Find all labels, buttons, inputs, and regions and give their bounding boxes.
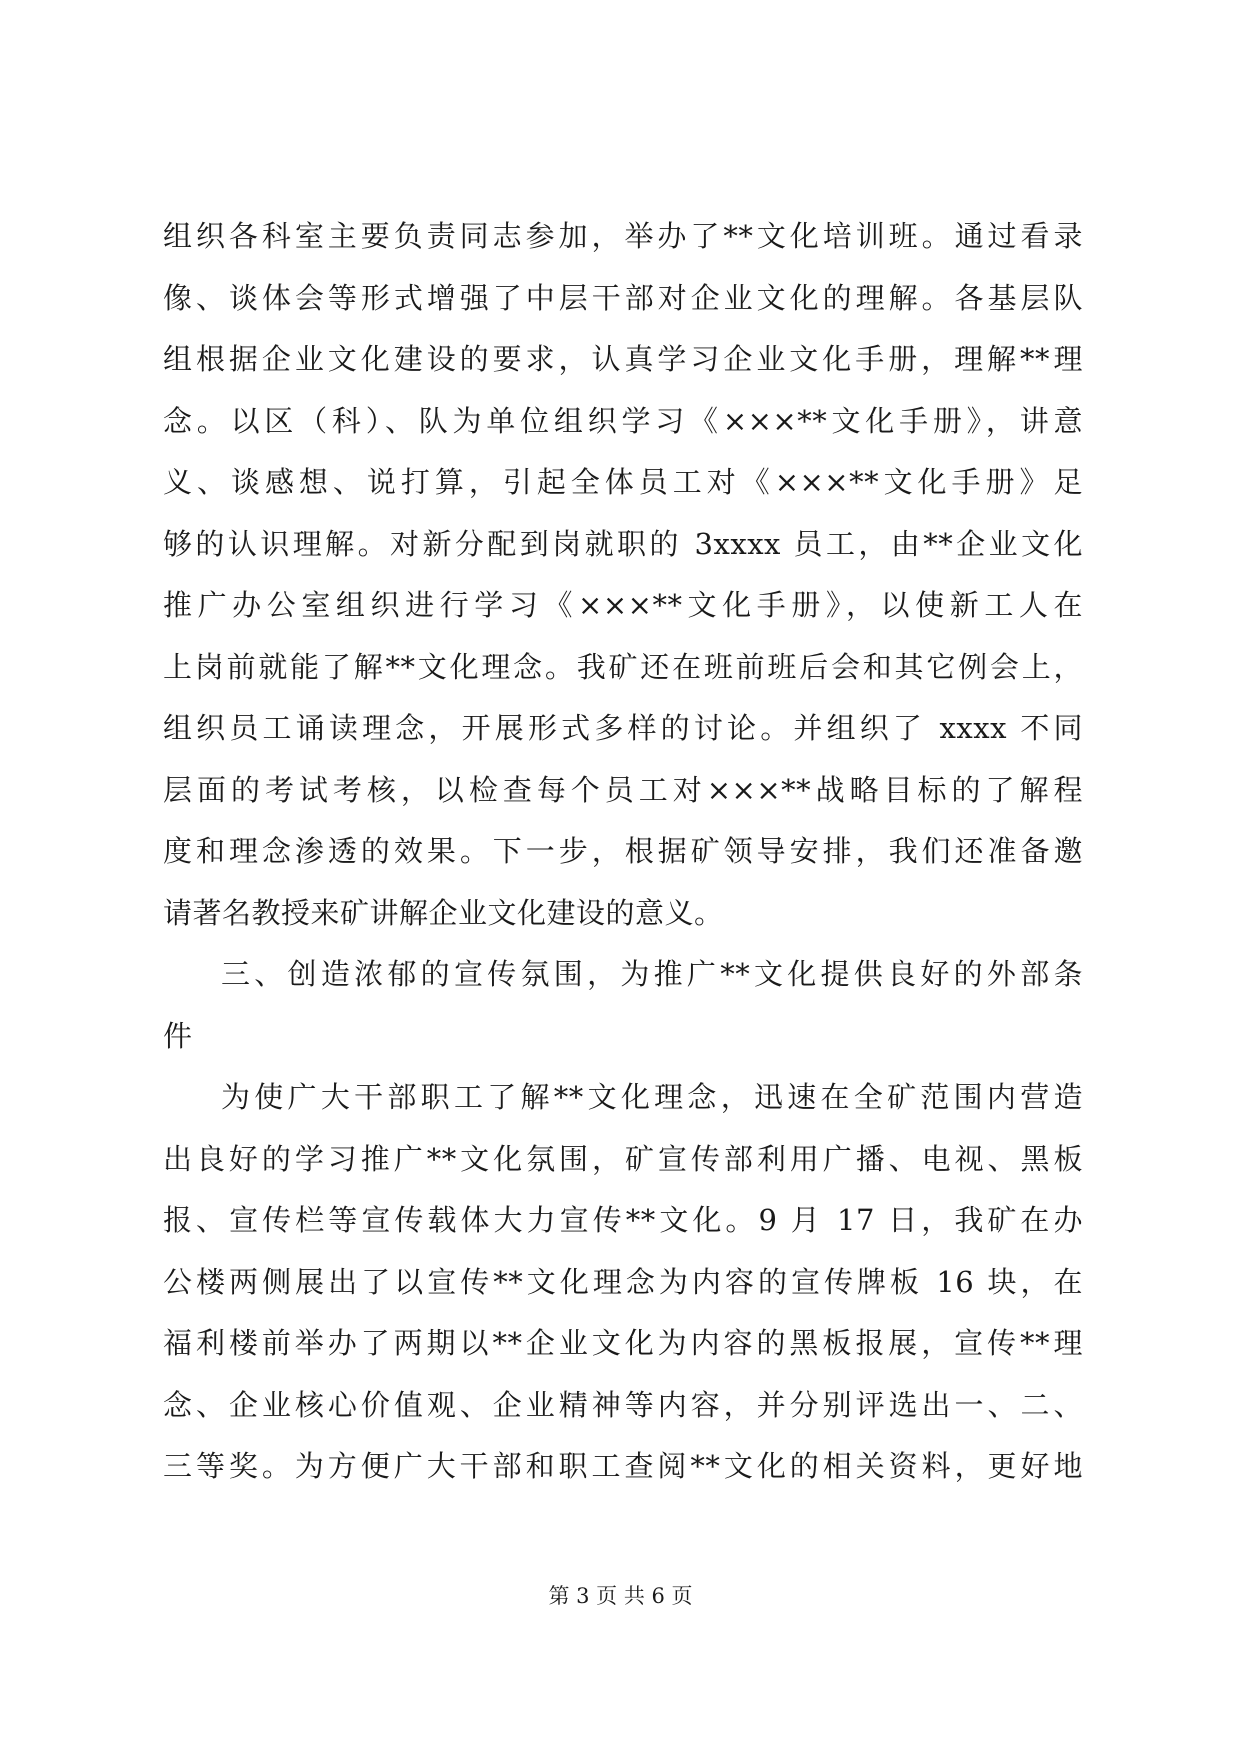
text-line: 度和理念渗透的效果。下一步，根据矿领导安排，我们还准备邀 <box>163 834 1083 868</box>
text-line: 组织员工诵读理念，开展形式多样的讨论。并组织了 xxxx 不同 <box>163 711 1083 745</box>
text-line: 组根据企业文化建设的要求，认真学习企业文化手册，理解**理 <box>163 342 1083 376</box>
paragraph-1 <box>163 206 1083 944</box>
text-line: 像、谈体会等形式增强了中层干部对企业文化的理解。各基层队 <box>163 280 1083 315</box>
text-line: 为使广大干部职工了解**文化理念，迅速在全矿范围内营造 <box>221 1080 1083 1114</box>
text-line: 福利楼前举办了两期以**企业文化为内容的黑板报展，宣传**理 <box>163 1326 1083 1360</box>
text-line: 层面的考试考核，以检查每个员工对×××**战略目标的了解程 <box>163 772 1083 807</box>
text-line: 念。以区（科）、队为单位组织学习《×××**文化手册》，讲意 <box>163 403 1083 438</box>
heading-line: 件 <box>163 1018 193 1053</box>
text-line: 义、谈感想、说打算，引起全体员工对《×××**文化手册》足 <box>163 465 1083 499</box>
paragraph-2 <box>163 1067 1083 1498</box>
text-line: 公楼两侧展出了以宣传**文化理念为内容的宣传牌板 16 块，在 <box>163 1264 1083 1299</box>
text-line: 够的认识理解。对新分配到岗就职的 3xxxx 员工，由**企业文化 <box>163 526 1083 561</box>
page-number-footer: 第 3 页 共 6 页 <box>548 1584 693 1608</box>
heading-line: 三、创造浓郁的宣传氛围，为推广**文化提供良好的外部条 <box>221 957 1083 991</box>
text-line: 出良好的学习推广**文化氛围，矿宣传部利用广播、电视、黑板 <box>163 1141 1083 1176</box>
document-body <box>163 206 1083 1498</box>
section-heading <box>163 944 1083 1067</box>
text-line: 报、宣传栏等宣传载体大力宣传**文化。9 月 17 日，我矿在办 <box>163 1203 1083 1237</box>
text-line: 念、企业核心价值观、企业精神等内容，并分别评选出一、二、 <box>163 1387 1083 1422</box>
text-line: 上岗前就能了解**文化理念。我矿还在班前班后会和其它例会上， <box>163 649 1083 684</box>
text-line: 组织各科室主要负责同志参加，举办了**文化培训班。通过看录 <box>163 219 1083 253</box>
text-line: 请著名教授来矿讲解企业文化建设的意义。 <box>163 895 724 930</box>
text-line: 三等奖。为方便广大干部和职工查阅**文化的相关资料，更好地 <box>163 1449 1083 1483</box>
text-line: 推广办公室组织进行学习《×××**文化手册》，以使新工人在 <box>163 588 1083 622</box>
